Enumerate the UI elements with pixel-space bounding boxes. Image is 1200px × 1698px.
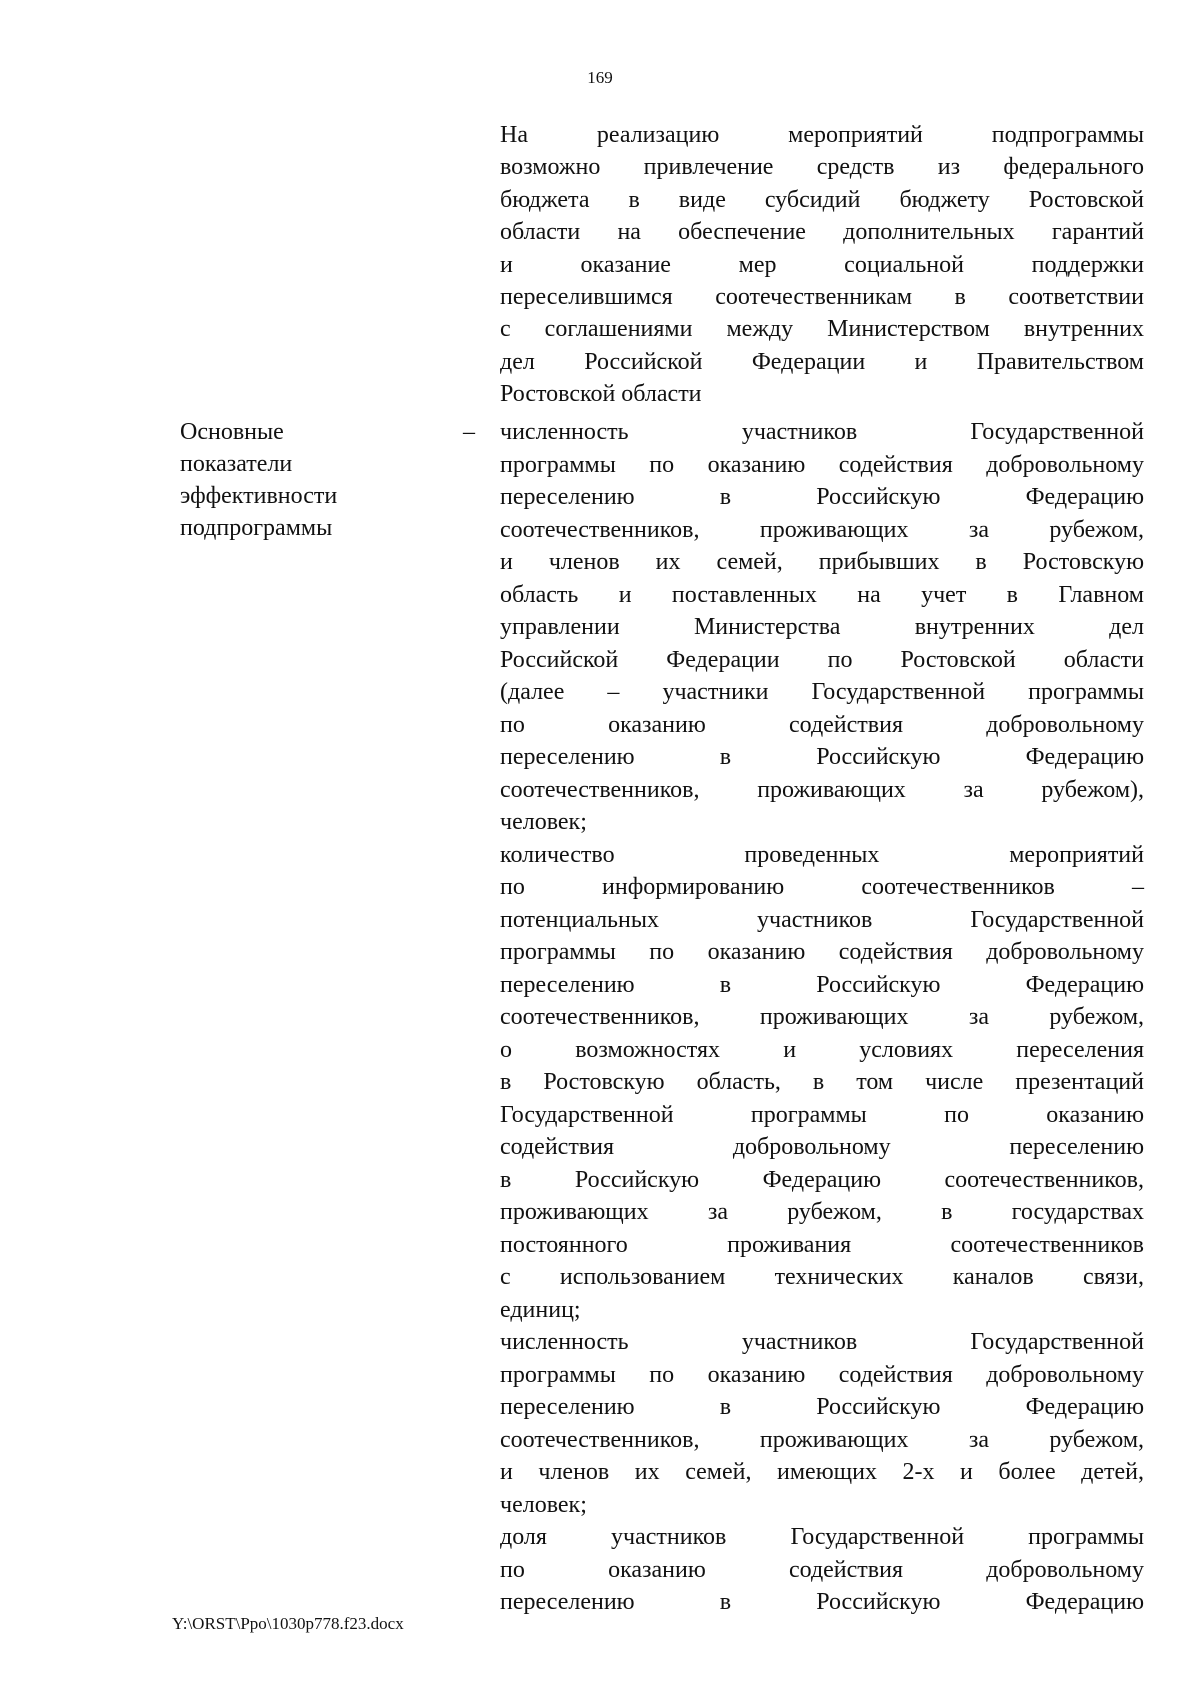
text-line: в Российскую Федерацию соотечественников, xyxy=(500,1166,1144,1193)
text-line: по оказанию содействия добровольному xyxy=(500,1556,1144,1583)
text-line: область и поставленных на учет в Главном xyxy=(500,581,1144,608)
text-line: переселившимся соотечественникам в соответствии xyxy=(500,284,1144,311)
text-line: возможно привлечение средств из федерального xyxy=(500,154,1144,181)
text-line: программы по оказанию содействия добровольному xyxy=(500,1361,1144,1388)
text-line: содействия добровольному переселению xyxy=(500,1134,1144,1160)
text-line: и оказание мер социальной поддержки xyxy=(500,251,1144,278)
text-line: соотечественников, проживающих за рубежом), xyxy=(500,776,1144,803)
text-line: численность участников Государственной xyxy=(500,1329,1144,1355)
page-number: 169 xyxy=(587,68,613,87)
dash-separator: – xyxy=(463,419,475,445)
text-line: соотечественников, проживающих за рубежом, xyxy=(500,516,1144,543)
file-path-footer: Y:\ORST\Ppo\1030p778.f23.docx xyxy=(172,1614,404,1633)
label-line: эффективности xyxy=(180,483,338,509)
text-line: переселению в Российскую Федерацию xyxy=(500,1589,1144,1615)
text-line: и членов их семей, имеющих 2-х и более детей, xyxy=(500,1459,1144,1485)
text-line: проживающих за рубежом, в государствах xyxy=(500,1199,1144,1225)
text-line: (далее – участники Государственной программы xyxy=(500,679,1144,705)
text-line: переселению в Российскую Федерацию xyxy=(500,484,1144,510)
text-line: потенциальных участников Государственной xyxy=(500,906,1144,933)
indicators-label xyxy=(180,416,430,544)
text-line: человек; xyxy=(500,809,587,835)
text-line: управлении Министерства внутренних дел xyxy=(500,614,1144,640)
text-line: соотечественников, проживающих за рубежом, xyxy=(500,1426,1144,1453)
text-line: постоянного проживания соотечественников xyxy=(500,1231,1144,1258)
text-line: по информированию соотечественников – xyxy=(500,874,1144,900)
text-line: о возможностях и условиях переселения xyxy=(500,1036,1144,1063)
text-line: человек; xyxy=(500,1491,587,1518)
text-line: и членов их семей, прибывших в Ростовскую xyxy=(500,549,1144,575)
text-line: соотечественников, проживающих за рубежом, xyxy=(500,1004,1144,1030)
text-line: количество проведенных мероприятий xyxy=(500,841,1144,868)
text-line: единиц; xyxy=(500,1296,581,1323)
text-line: области на обеспечение дополнительных гарантий xyxy=(500,219,1144,246)
funding-paragraph xyxy=(500,119,1144,411)
label-line: Основные xyxy=(180,419,284,445)
indicators-text xyxy=(500,416,1144,1619)
text-line: На реализацию мероприятий подпрограммы xyxy=(500,122,1144,148)
text-line: переселению в Российскую Федерацию xyxy=(500,744,1144,770)
text-line: с соглашениями между Министерством внутренних xyxy=(500,316,1144,343)
text-line: переселению в Российскую Федерацию xyxy=(500,1394,1144,1420)
text-line: с использованием технических каналов связи, xyxy=(500,1264,1144,1290)
text-line: доля участников Государственной программы xyxy=(500,1524,1144,1550)
text-line: переселению в Российскую Федерацию xyxy=(500,971,1144,998)
text-line: дел Российской Федерации и Правительством xyxy=(500,348,1144,375)
text-line: по оказанию содействия добровольному xyxy=(500,711,1144,738)
text-line: Российской Федерации по Ростовской области xyxy=(500,646,1144,673)
text-line: программы по оказанию содействия добровольному xyxy=(500,939,1144,965)
label-line: показатели xyxy=(180,451,293,477)
text-line: в Ростовскую область, в том числе презентаций xyxy=(500,1069,1144,1095)
label-line: подпрограммы xyxy=(180,515,333,541)
text-line: Ростовской области xyxy=(500,381,702,408)
text-line: численность участников Государственной xyxy=(500,419,1144,445)
text-line: программы по оказанию содействия добровольному xyxy=(500,451,1144,478)
text-line: Государственной программы по оказанию xyxy=(500,1101,1144,1128)
text-line: бюджета в виде субсидий бюджету Ростовской xyxy=(500,186,1144,213)
